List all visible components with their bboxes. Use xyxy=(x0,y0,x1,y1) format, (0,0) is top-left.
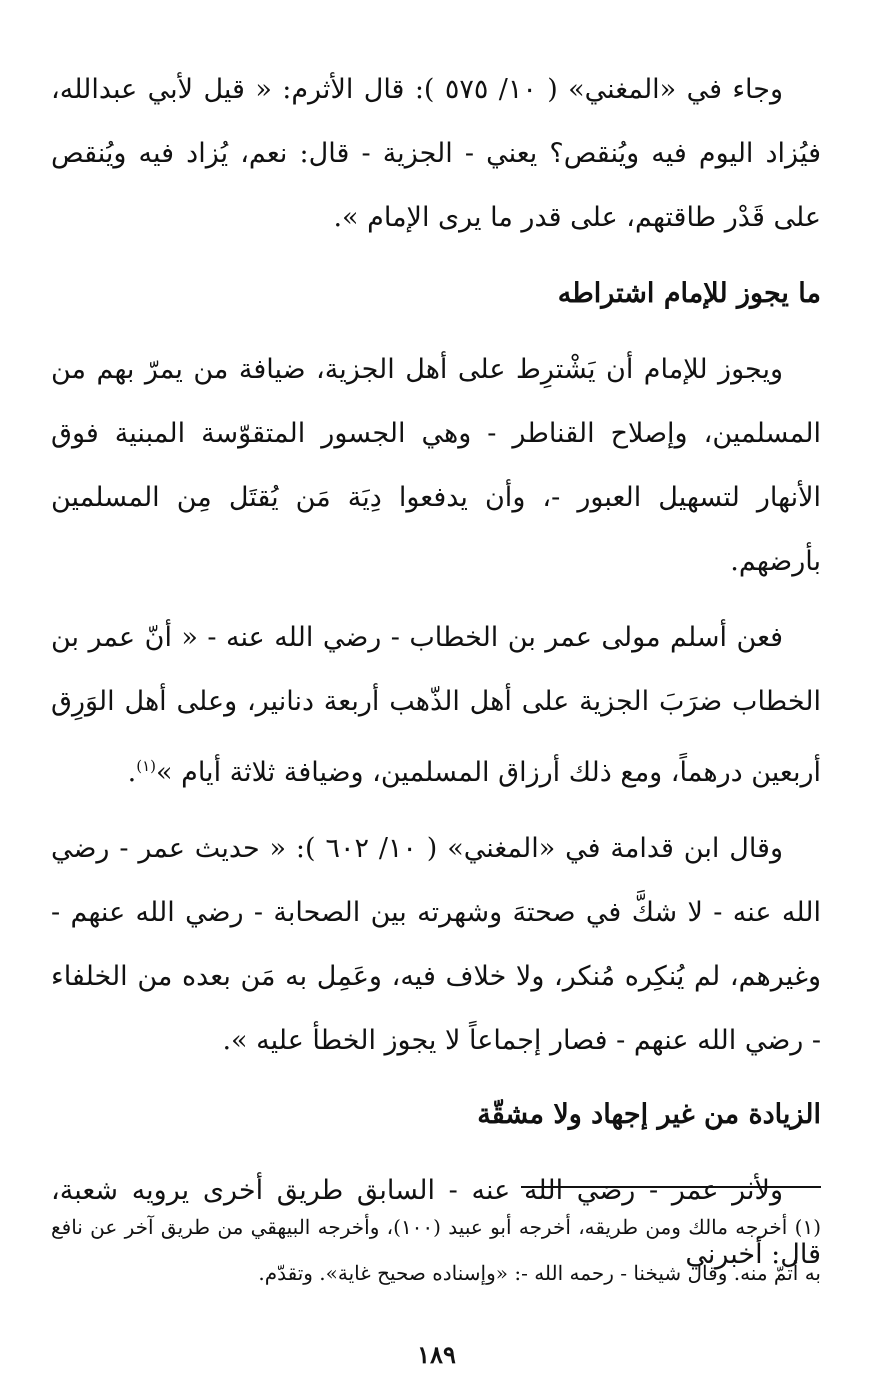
paragraph: وقال ابن قدامة في «المغني» ( ١٠/ ٦٠٢ ): « حديث عمر - رضي الله عنه - لا شكَّ في صحتهَ وشهرته بين الصحابة - رضي الله عنهم - وغيرهم، لم يُنكِره مُنكر، ولا خلاف فيه، وعَمِل به مَن بعده من الخلفاء - رضي الله عنهم - فصار إجماعاً لا يجوز الخطأ عليه ». xyxy=(51,833,821,1056)
footnote: (١) أخرجه مالك ومن طريقه، أخرجه أبو عبيد (١٠٠)، وأخرجه البيهقي من طريق آخر عن نافع به أتمّ منه. وقال شيخنا - رحمه الله -: «وإسناده صحيح غاية». وتقدّم. xyxy=(51,1215,821,1285)
paragraph-text: فعن أسلم مولى عمر بن الخطاب - رضي الله عنه - « أنّ عمر بن الخطاب ضرَبَ الجزية على أهل الذّهب أربعة دنانير، وعلى أهل الوَرِق أربعين درهماً، ومع ذلك أرزاق المسلمين، وضيافة ثلاثة أيام » xyxy=(51,622,821,788)
paragraph: فعن أسلم مولى عمر بن الخطاب - رضي الله عنه - « أنّ عمر بن الخطاب ضرَبَ الجزية على أهل الذّهب أربعة دنانير، وعلى أهل الوَرِق أربعين درهماً، ومع ذلك أرزاق المسلمين، وضيافة ثلاثة أيام »$^{(١)}$. xyxy=(51,622,821,788)
section-heading: الزيادة من غير إجهاد ولا مشقّة xyxy=(477,1099,821,1130)
paragraph: وجاء في «المغني» ( ١٠/ ٥٧٥ ): قال الأثرم: « قيل لأبي عبدالله، فيُزاد اليوم فيه ويُنقص؟ يعني - الجزية - قال: نعم، يُزاد فيه ويُنقص على قَدْر طاقتهم، على قدر ما يرى الإمام ». xyxy=(51,74,821,233)
footnote-marker: (١) xyxy=(136,757,157,775)
section-heading: ما يجوز للإمام اشتراطه xyxy=(557,278,821,309)
main-text xyxy=(51,58,821,1287)
paragraph: ولأثر عمر - رضي الله عنه - السابق طريق أخرى يرويه شعبة، قال: أخبرني xyxy=(51,1175,821,1270)
page-number: ١٨٩ xyxy=(417,1340,456,1369)
paragraph: ويجوز للإمام أن يَشْترِط على أهل الجزية، ضيافة من يمرّ بهم من المسلمين، وإصلاح القناطر - وهي الجسور المتقوّسة المبنية فوق الأنهار لتسهيل العبور -، وأن يدفعوا دِيَة مَن يُقتَل مِن المسلمين بأرضهم. xyxy=(51,354,821,577)
footnote-divider xyxy=(521,1186,821,1188)
